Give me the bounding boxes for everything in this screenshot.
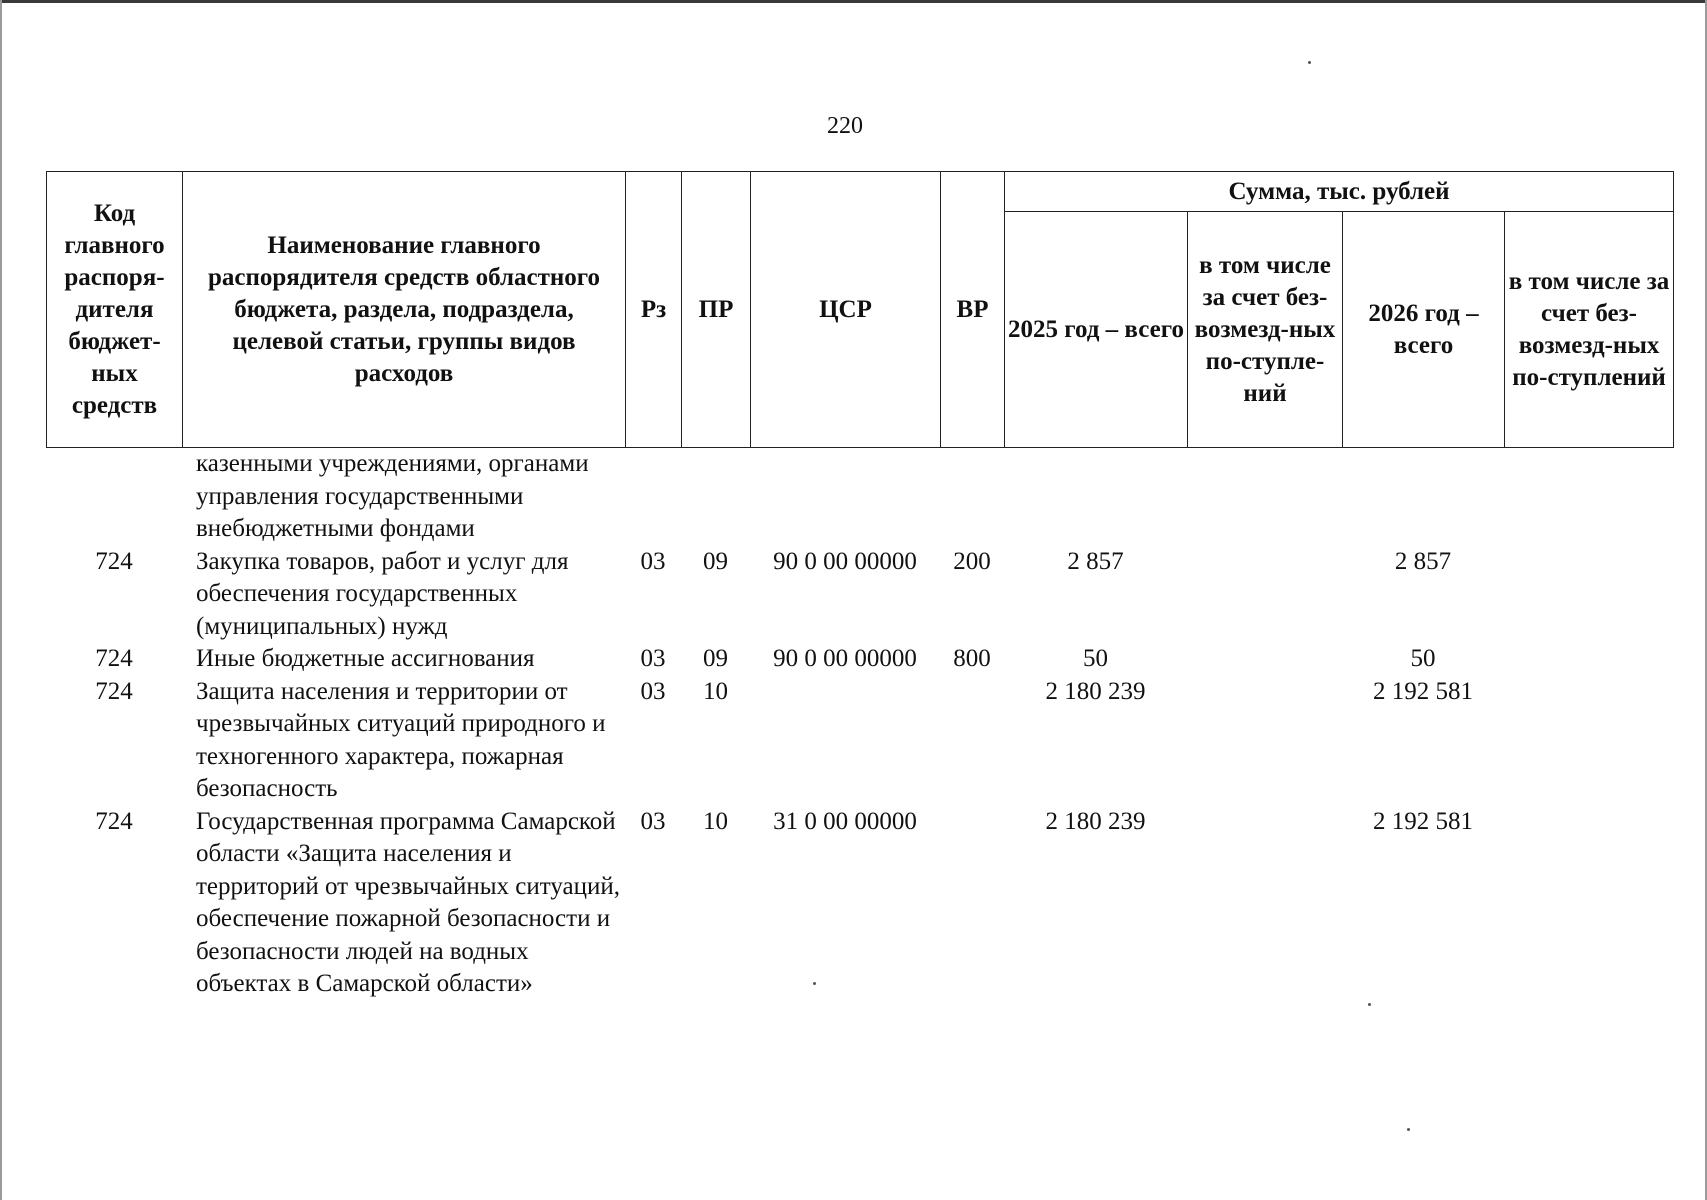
cell-code: 724 [95, 677, 133, 705]
header-name: Наименование главного распорядителя средств областного бюджета, раздела, подраздела, целевой статьи, группы видов расходов [183, 172, 626, 448]
cell-2025-total: 2 180 239 [1045, 677, 1146, 705]
cell-2025-total: 50 [1083, 645, 1108, 672]
cell-name: Закупка товаров, работ и услуг для обеспечения государственных (муниципальных) нужд [196, 547, 569, 640]
scan-speck [1368, 1003, 1371, 1006]
header-code: Код главного распоря-дителя бюджет-ных средств [47, 172, 183, 448]
header-rz: Рз [626, 172, 682, 448]
cell-2026-total [1342, 448, 1504, 546]
cell-2026-total: 2 192 581 [1373, 807, 1473, 835]
cell-name: Государственная программа Самарской области «Защита населения и территорий от чрезвычайных ситуаций, обеспечение пожарной безопасности и безопасности людей на водных объектах в Самарской области» [196, 807, 620, 997]
header-vr: ВР [941, 172, 1005, 448]
cell-rz: 03 [640, 677, 666, 705]
header-2026-total: 2026 год – всего [1343, 212, 1505, 448]
scan-edge-top [0, 0, 1707, 3]
header-sum-title: Сумма, тыс. рублей [1005, 172, 1674, 212]
cell-code: 724 [95, 807, 133, 835]
cell-csr: 90 0 00 00000 [773, 645, 917, 672]
table-body [46, 448, 1673, 1001]
table-row [46, 676, 1673, 806]
cell-csr [750, 676, 940, 806]
cell-rz: 03 [640, 645, 666, 672]
scan-speck [1308, 61, 1311, 64]
cell-pr: 10 [703, 807, 728, 835]
header-2025-grants: в том числе за счет без-возмезд-ных по-ступле-ний [1188, 212, 1343, 448]
cell-2025-total [1004, 448, 1187, 546]
cell-2026-grants [1504, 643, 1673, 676]
table-row [46, 546, 1673, 644]
cell-name: казенными учреждениями, органами управления государственными внебюджетными фондами [196, 450, 589, 542]
cell-rz [625, 448, 681, 546]
cell-2026-grants [1504, 448, 1673, 546]
cell-rz: 03 [640, 547, 666, 575]
cell-2025-total: 2 180 239 [1045, 807, 1146, 835]
scan-edge-left [0, 0, 2, 1200]
header-csr: ЦСР [751, 172, 941, 448]
cell-pr: 10 [703, 677, 728, 705]
cell-2025-grants [1187, 806, 1342, 1001]
header-2026-grants: в том числе за счет без-возмезд-ных по-ступлений [1505, 212, 1674, 448]
cell-csr: 90 0 00 00000 [773, 547, 917, 575]
cell-2026-total: 2 192 581 [1373, 677, 1473, 705]
cell-2026-grants [1504, 546, 1673, 644]
header-pr: ПР [682, 172, 751, 448]
cell-name: Иные бюджетные ассигнования [196, 645, 535, 672]
cell-vr: 200 [953, 547, 991, 575]
cell-code: 724 [95, 645, 133, 672]
cell-2025-grants [1187, 448, 1342, 546]
cell-2025-grants [1187, 676, 1342, 806]
cell-vr [940, 806, 1004, 1001]
cell-pr: 09 [703, 645, 728, 672]
cell-2026-total: 50 [1410, 645, 1436, 672]
cell-csr: 31 0 00 00000 [773, 807, 917, 835]
table-row [46, 643, 1673, 676]
header-2025-total: 2025 год – всего [1005, 212, 1188, 448]
cell-2026-grants [1504, 806, 1673, 1001]
cell-code: 724 [95, 547, 133, 575]
cell-vr [940, 676, 1004, 806]
cell-2026-total: 2 857 [1394, 547, 1452, 575]
cell-2026-grants [1504, 676, 1673, 806]
scan-speck [813, 982, 816, 985]
scan-speck [1407, 1128, 1410, 1131]
cell-code [46, 448, 182, 546]
cell-2025-grants [1187, 546, 1342, 644]
cell-2025-grants [1187, 643, 1342, 676]
table-header [46, 171, 1674, 448]
cell-name: Защита населения и территории от чрезвычайных ситуаций природного и техногенного характера, пожарная безопасность [196, 677, 606, 802]
table-row [46, 448, 1673, 546]
cell-pr [681, 448, 750, 546]
table-row [46, 806, 1673, 1001]
cell-vr [940, 448, 1004, 546]
cell-rz: 03 [640, 807, 666, 835]
cell-pr: 09 [703, 547, 728, 575]
cell-vr: 800 [953, 645, 991, 672]
cell-csr [750, 448, 940, 546]
page-number: 220 [827, 113, 863, 139]
cell-2025-total: 2 857 [1067, 547, 1124, 575]
